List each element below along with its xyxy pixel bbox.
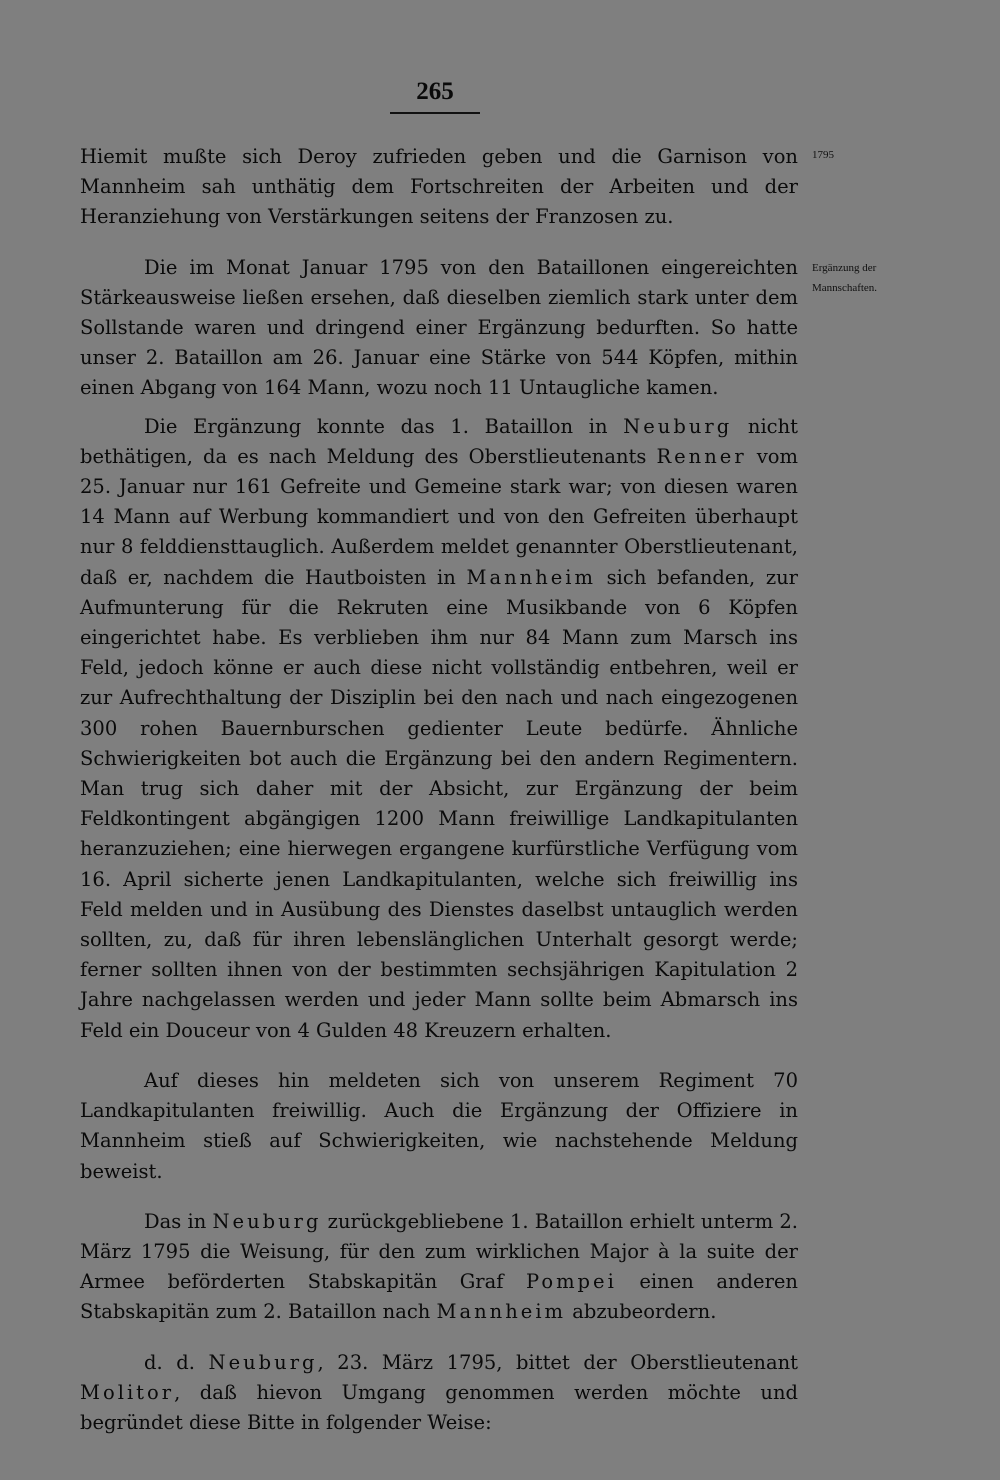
place-name-neuburg: Neuburg	[623, 414, 733, 438]
p6-text-b: , 23. März 1795, bittet der Oberstlieutenant	[317, 1350, 798, 1374]
p5-text-c: einen anderen Stabskapitän zum 2. Bataillon nach	[80, 1270, 798, 1324]
person-name-renner: Renner	[656, 444, 747, 468]
p3-text-a: Die Ergänzung konnte das 1. Bataillon in	[144, 414, 624, 438]
paragraph-6	[80, 1348, 798, 1439]
place-name-mannheim: Mannheim	[436, 1300, 567, 1324]
p5-text-a: Das in	[144, 1209, 213, 1233]
p6-text-a: d. d.	[144, 1350, 209, 1374]
place-name-neuburg: Neuburg	[212, 1209, 322, 1233]
p3-text-c: vom 25. Januar nur 161 Gefreite und Gemeine stark war; von diesen waren 14 Mann auf Werbung kommandiert und von den Gefreiten überhaupt nur 8 felddiensttauglich. Außerdem meldet genannter Oberstlieutenant, daß er, nachdem die Hautboisten in	[80, 444, 798, 589]
place-name-neuburg: Neuburg	[208, 1350, 318, 1374]
margin-note-topic	[812, 258, 912, 298]
p5-text-d: abzubeordern.	[566, 1300, 717, 1324]
page-number-rule	[390, 112, 480, 114]
p6-text-c: , daß hievon Umgang genommen werden möchte und begründet diese Bitte in folgender Weise:	[80, 1380, 798, 1434]
paragraph-2: Die im Monat Januar 1795 von den Bataillonen eingereichten Stärkeausweise ließen ersehen, daß dieselben ziemlich stark unter dem Sollstande waren und dringend einer Ergänzung bedurften. So hatte unser 2. Bataillon am 26. Januar eine Stärke von 544 Köpfen, mithin einen Abgang von 164 Mann, wozu noch 11 Untaugliche kamen.	[80, 255, 798, 400]
paragraph-4: Auf dieses hin meldeten sich von unserem Regiment 70 Landkapitulanten freiwillig. Auch die Ergänzung der Offiziere in Mannheim stieß auf Schwierigkeiten, wie nachstehende Meldung beweist.	[80, 1068, 798, 1183]
p3-text-d: sich befanden, zur Aufmunterung für die Rekruten eine Musikbande von 6 Köpfen eingerichtet habe. Es verblieben ihm nur 84 Mann zum Marsch ins Feld, jedoch könne er auch diese nicht vollständig entbehren, weil er zur Aufrechthaltung der Disziplin bei den nach und nach eingezogenen 300 rohen Bauernburschen gedienter Leute bedürfe. Ähnliche Schwierigkeiten bot auch die Ergänzung bei den andern Regimentern. Man trug sich daher mit der Absicht, zur Ergänzung der beim Feldkontingent abgängigen 1200 Mann freiwillige Landkapitulanten heranzuziehen; eine hierwegen ergangene kurfürstliche Verfügung vom 16. April sicherte jenen Landkapitulanten, welche sich freiwillig ins Feld melden und in Ausübung des Dienstes daselbst untauglich werden sollten, zu, daß für ihren lebenslänglichen Unterhalt gesorgt werde; ferner sollten ihnen von der bestimmten sechsjährigen Kapitulation 2 Jahre nachgelassen werden und jeder Mann sollte beim Abmarsch ins Feld ein Douceur von 4 Gulden 48 Kreuzern erhalten.	[80, 565, 798, 1042]
paragraph-1: Hiemit mußte sich Deroy zufrieden geben und die Garnison von Mannheim sah unthätig dem Fortschreiten der Arbeiten und der Heranziehung von Verstärkungen seitens der Franzosen zu.	[80, 145, 798, 229]
margin-note-year: 1795	[812, 149, 834, 161]
paragraph-5	[80, 1207, 798, 1328]
paragraph-3	[80, 412, 798, 1046]
page-number: 265	[416, 78, 454, 105]
person-name-molitor: Molitor	[80, 1380, 175, 1404]
p3-text-b: nicht bethätigen, da es nach Meldung des Oberstlieutenants	[80, 414, 799, 468]
body-text	[80, 142, 798, 1438]
margin-note-topic-line2: Mannschaften.	[812, 282, 878, 294]
place-name-mannheim: Mannheim	[466, 565, 597, 589]
p5-text-b: zurückgebliebene 1. Bataillon erhielt unterm 2. März 1795 die Weisung, für den zum wirklichen Major à la suite der Armee beförderten Stabskapitän Graf	[80, 1209, 798, 1294]
person-name-pompei: Pompei	[526, 1270, 617, 1294]
margin-note-topic-line1: Ergänzung der	[812, 262, 877, 274]
